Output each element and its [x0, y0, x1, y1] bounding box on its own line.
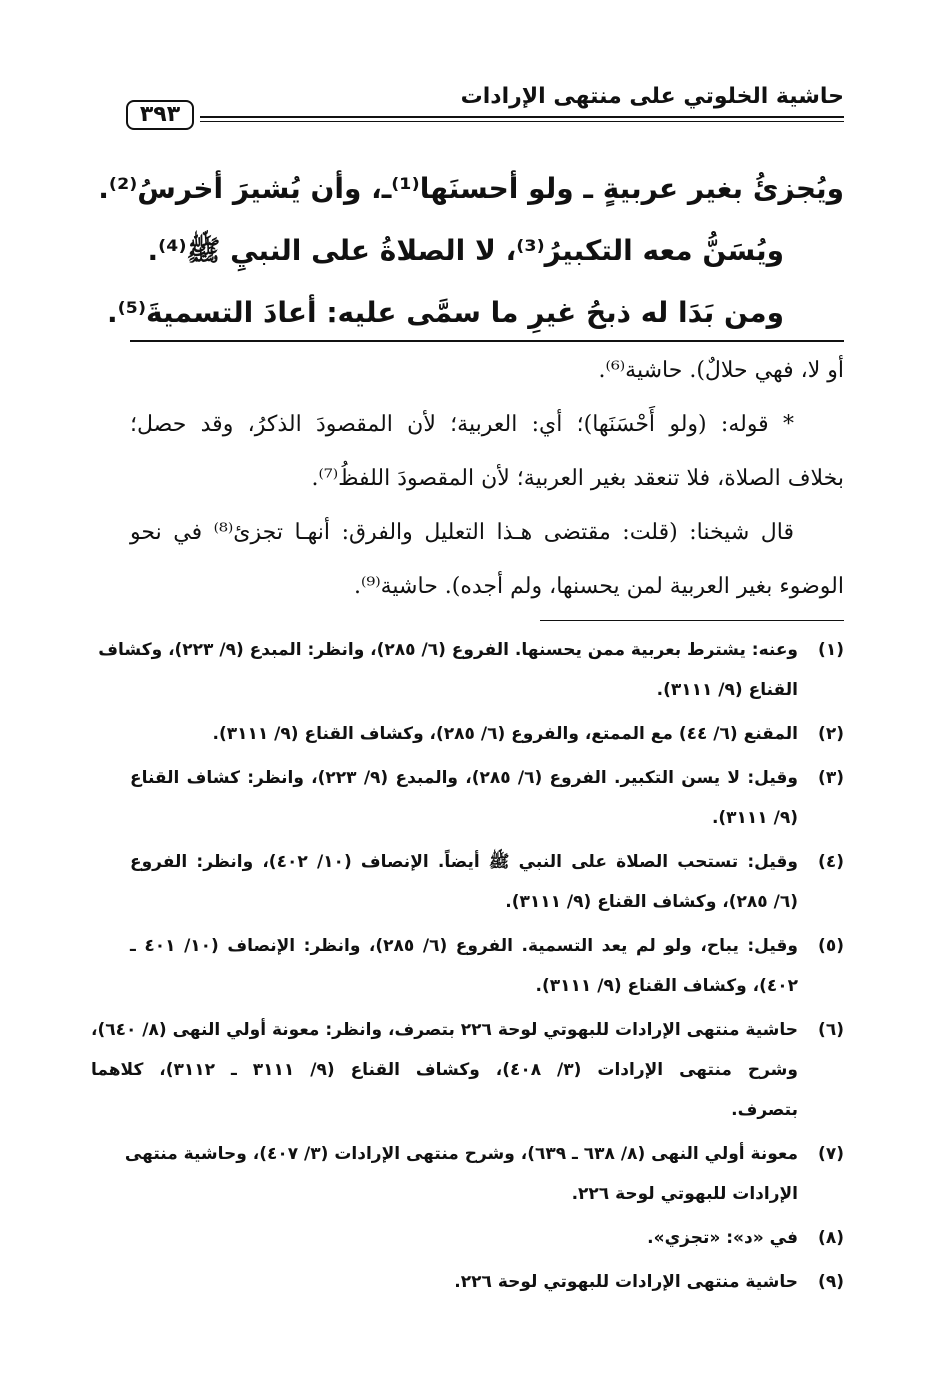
footnote-line: وعنه: يشترط بعربية ممن يحسنها. الفروع (٦/ ٢٨٥)، وانظر: المبدع (٩/ ٢٢٣)، وكشاف: [98, 640, 798, 660]
footnote-line: حاشية منتهى الإرادات للبهوتي لوحة ٢٢٦.: [454, 1272, 798, 1292]
footnote-line: معونة أولي النهى (٨/ ٦٣٨ ـ ٦٣٩)، وشرح منتهى الإرادات (٣/ ٤٠٧)، وحاشية منتهى: [124, 1144, 798, 1164]
footnote-number: (٣): [818, 768, 844, 788]
footnote-2: [130, 714, 844, 754]
footnote-8: [130, 1218, 844, 1258]
commentary: [130, 344, 844, 614]
page-number: ٣٩٣: [126, 100, 194, 130]
footnote-line: المقنع (٦/ ٤٤) مع الممتع، والفروع (٦/ ٢٨٥)، وكشاف القناع (٩/ ٣١١١).: [212, 724, 798, 744]
footnote-line: وشرح منتهى الإرادات (٣/ ٤٠٨)، وكشاف القناع (٩/ ٣١١١ ـ ٣١١٢)، كلاهما: [90, 1060, 798, 1080]
footnote-line: حاشية منتهى الإرادات للبهوتي لوحة ٢٢٦ بتصرف، وانظر: معونة أولي النهى (٨/ ٦٤٠)،: [90, 1020, 798, 1040]
footnote-line: وقيل: تستحب الصلاة على النبي ﷺ أيضاً. الإنصاف (١٠/ ٤٠٢)، وانظر: الفروع: [130, 852, 798, 872]
footnote-line: الإرادات للبهوتي لوحة ٢٢٦.: [571, 1184, 798, 1204]
footnote-number: (٤): [818, 852, 844, 872]
footnote-divider: [540, 620, 844, 621]
footnote-number: (٨): [818, 1228, 844, 1248]
footnote-line: وقيل: يباح، ولو لم يعد التسمية. الفروع (٦/ ٢٨٥)، وانظر: الإنصاف (١٠/ ٤٠١ ـ: [130, 936, 798, 956]
main-text-line: ومن بَدَا له ذبحُ غيرِ ما سمَّى عليه: أعادَ التسميةَ⁽⁵⁾.: [107, 296, 784, 329]
commentary-line: قال شيخنا: (قلت: مقتضى هـذا التعليل والفرق: أنهـا تجزئ⁽⁸⁾ في نحو: [130, 520, 794, 545]
footnote-number: (٧): [818, 1144, 844, 1164]
commentary-line: بخلاف الصلاة، فلا تنعقد بغير العربية؛ لأن المقصودَ اللفظُ⁽⁷⁾.: [311, 466, 844, 491]
footnote-6: [90, 1010, 844, 1130]
footnote-line: بتصرف.: [731, 1100, 798, 1120]
footnote-line: وقيل: لا يسن التكبير. الفروع (٦/ ٢٨٥)، والمبدع (٩/ ٢٢٣)، وانظر: كشاف القناع: [130, 768, 798, 788]
footnote-line: القناع (٩/ ٣١١١).: [656, 680, 798, 700]
footnote-4: [130, 842, 844, 922]
footnote-line: (٩/ ٣١١١).: [711, 808, 798, 828]
commentary-line: أو لا، فهي حلالٌ). حاشية⁽⁶⁾.: [598, 358, 844, 383]
footnote-1: [98, 630, 844, 710]
header-rule-thin: [200, 121, 844, 122]
header-rule: [200, 116, 844, 118]
footnote-number: (٦): [818, 1020, 844, 1040]
footnote-number: (٢): [818, 724, 844, 744]
running-title: حاشية الخلوتي على منتهى الإرادات: [460, 84, 844, 109]
footnote-number: (١): [818, 640, 844, 660]
footnote-line: ٤٠٢)، وكشاف القناع (٩/ ٣١١١).: [535, 976, 798, 996]
commentary-line: * قوله: (ولو أَحْسَنَها)؛ أي: العربية؛ لأن المقصودَ الذكرُ، وقد حصل؛: [130, 412, 794, 437]
footnotes: [90, 630, 844, 1306]
commentary-line: الوضوء بغير العربية لمن يحسنها، ولم أجده). حاشية⁽⁹⁾.: [353, 574, 844, 599]
footnote-7: [124, 1134, 844, 1214]
main-text-divider: [130, 340, 844, 342]
main-text: [98, 158, 844, 344]
footnote-number: (٥): [818, 936, 844, 956]
footnote-number: (٩): [818, 1272, 844, 1292]
footnote-line: في «د»: «تجزي».: [647, 1228, 798, 1248]
footnote-3: [130, 758, 844, 838]
footnote-line: (٦/ ٢٨٥)، وكشاف القناع (٩/ ٣١١١).: [505, 892, 798, 912]
main-text-line: ويُجزئُ بغير عربيةٍ ـ ولو أحسنَها⁽¹⁾ـ، وأن يُشيرَ أخرسُ⁽²⁾.: [98, 172, 844, 205]
main-text-line: ويُسَنُّ معه التكبيرُ⁽³⁾، لا الصلاةُ على النبيِ ﷺ⁽⁴⁾.: [147, 234, 784, 267]
footnote-9: [130, 1262, 844, 1302]
footnote-5: [130, 926, 844, 1006]
